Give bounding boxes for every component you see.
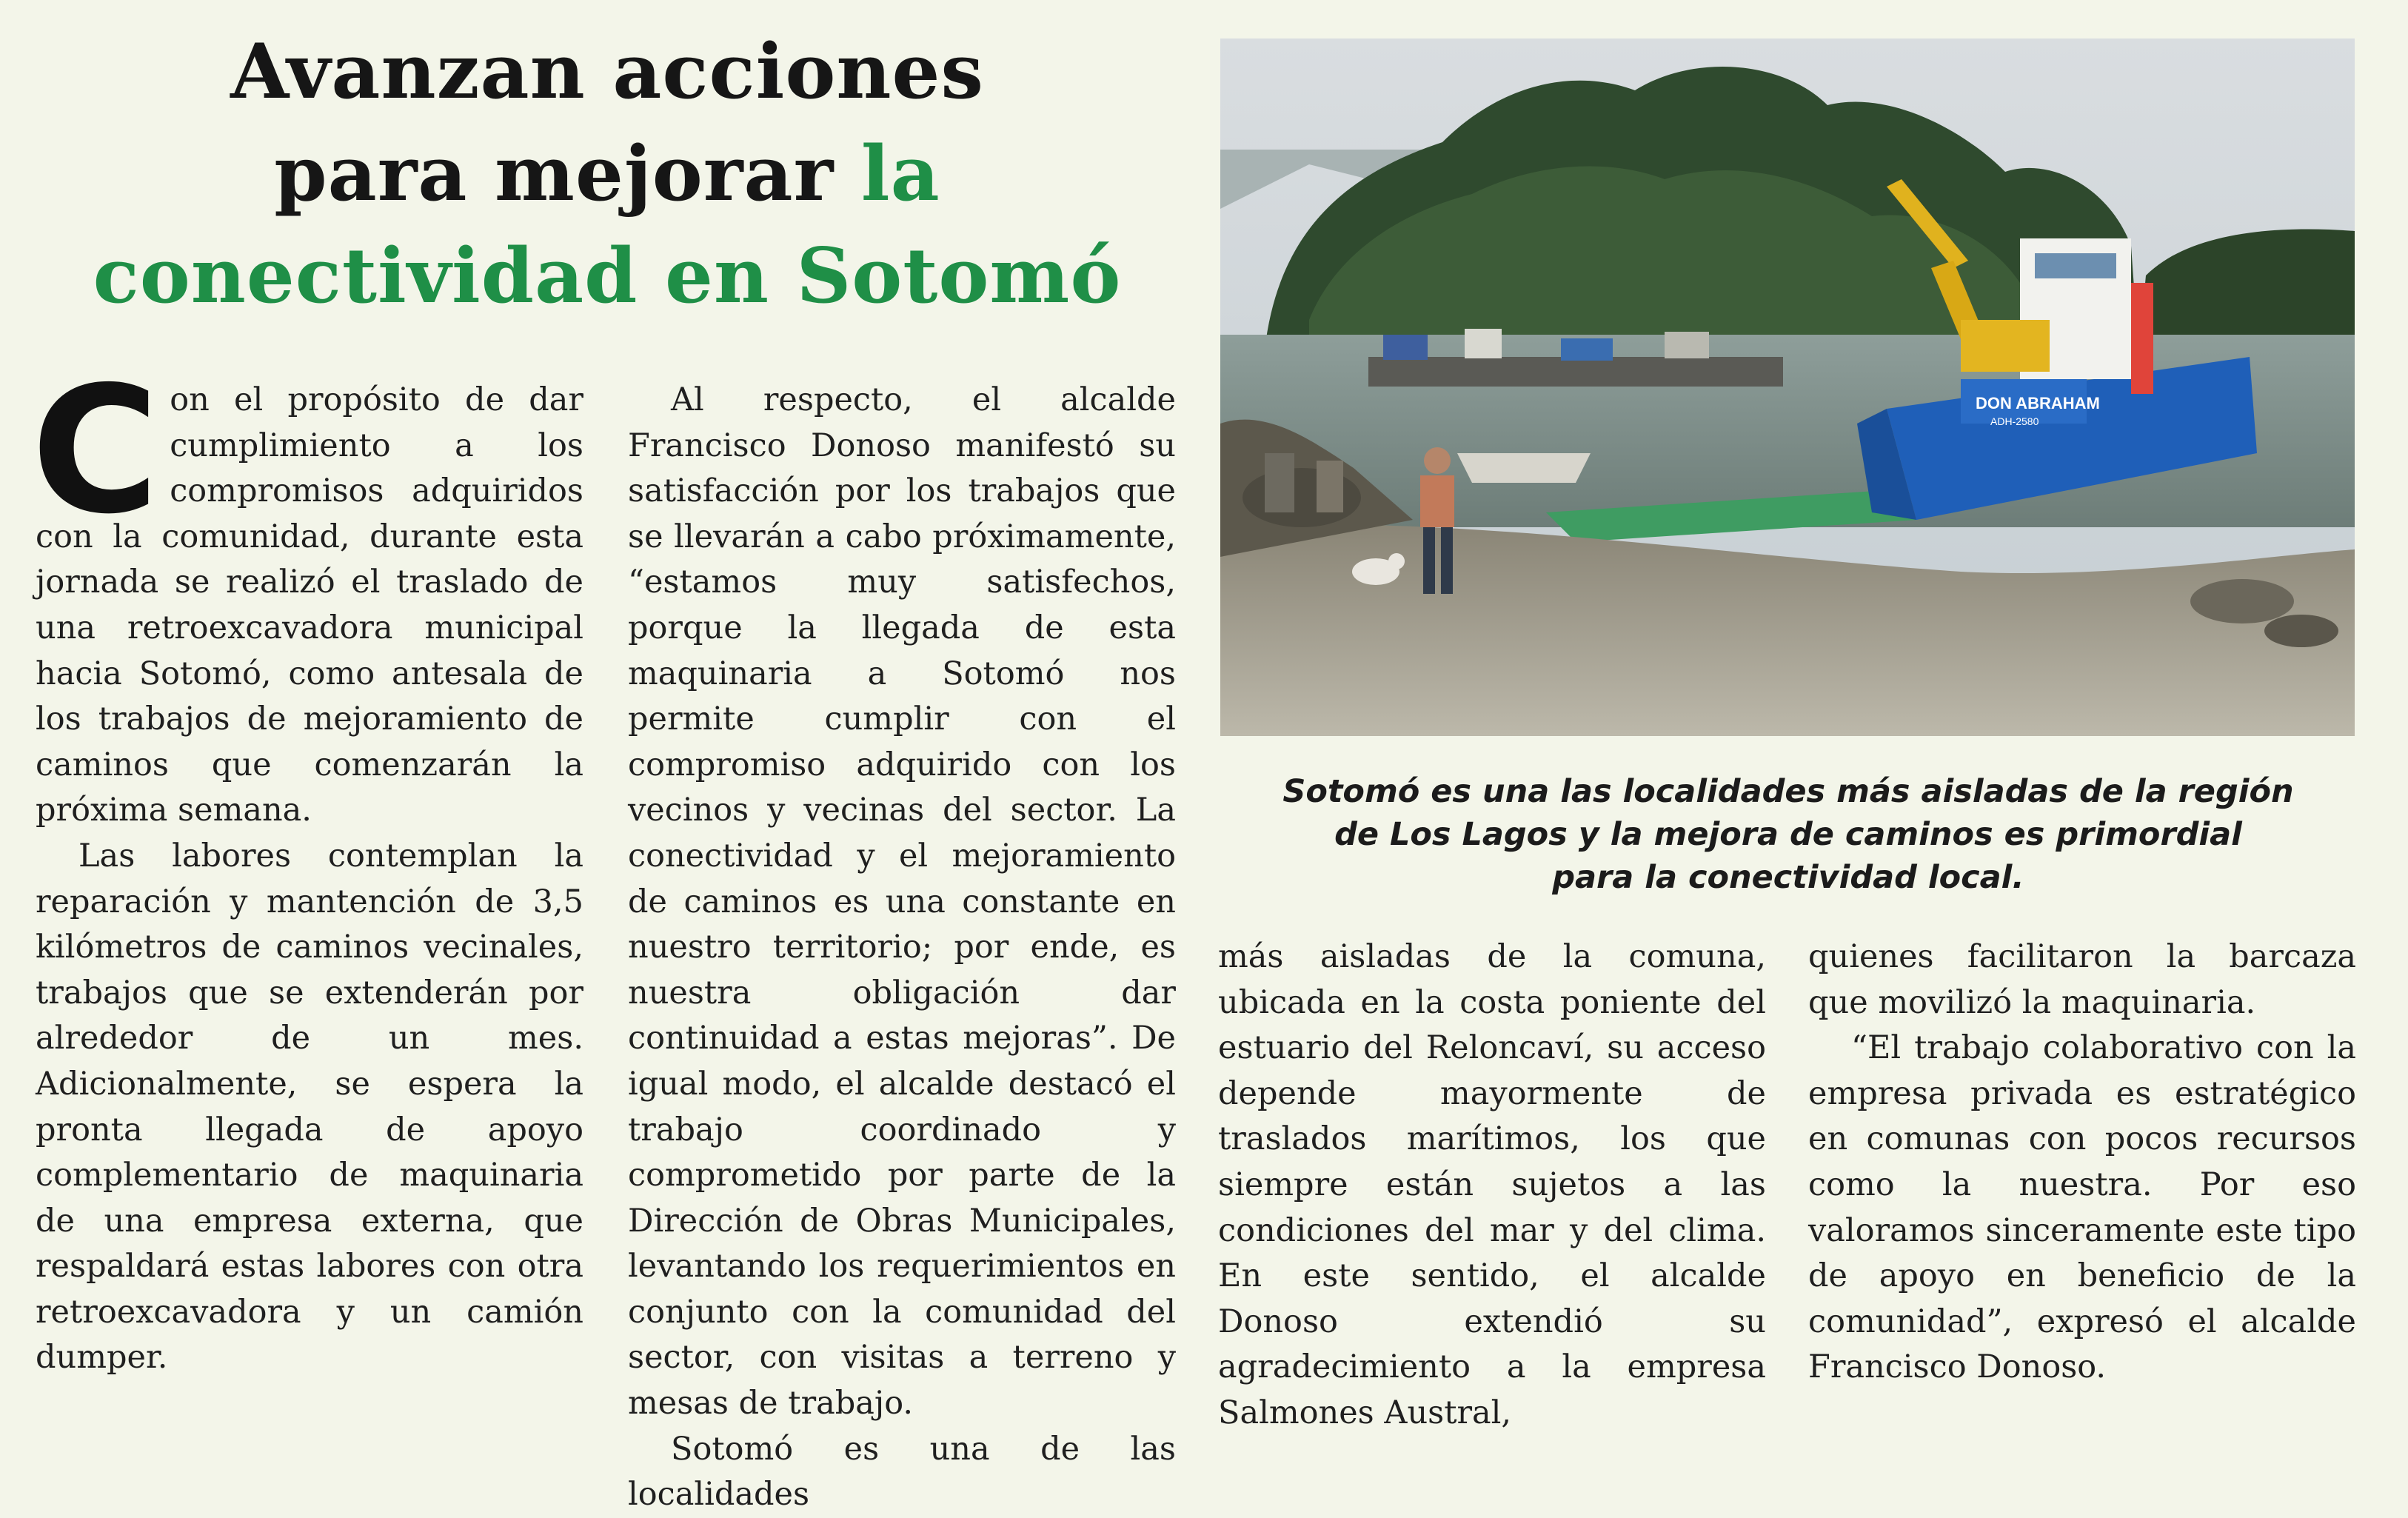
article-column-2 (628, 378, 1176, 1518)
caption-line-3: para la conectividad local. (1552, 859, 2024, 896)
article-paragraph-4-middle: más aisladas de la comuna, ubicada en la costa poniente del estuario del Reloncaví, su acceso depende mayormente de traslados marítimos, los que siempre están sujetos a las condiciones del mar y del clima. En este sentido, el alcalde Donoso extendió su agradecimiento a la empresa Salmones Austral, (1218, 938, 1766, 1431)
headline-line-3: conectividad en Sotomó (93, 232, 1122, 321)
article-paragraph-1-text: on el propósito de dar cumplimiento a los compromisos adquiridos con la comunidad, durante esta jornada se realizó el traslado de una retroexcavadora municipal hacia Sotomó, como antesala de los trabajos de mejoramiento de caminos que comenzarán la próxima semana. (36, 381, 583, 829)
photo-illustration (1220, 39, 2355, 736)
article-paragraph-4-start: Sotomó es una de las localidades (628, 1430, 1176, 1514)
article-paragraph-4-end: quienes facilitaron la barcaza que movilizó la maquinaria. (1808, 938, 2356, 1021)
headline-line-1: Avanzan acciones (230, 27, 984, 116)
boat-name-text: DON ABRAHAM (1976, 394, 2100, 412)
headline-line-2 (30, 123, 1185, 225)
article-paragraph-5: “El trabajo colaborativo con la empresa privada es estratégico en comunas con pocos recursos como la nuestra. Por eso valoramos sinceramente este tipo de apoyo en beneficio de la comunidad”, expresó el alcalde Francisco Donoso. (1808, 1029, 2356, 1386)
headline-line-2-black: para mejorar (274, 130, 861, 218)
article-paragraph-1 (31, 349, 583, 834)
article-column-3 (1218, 934, 1766, 1437)
headline-line-2-green: la (860, 130, 940, 218)
caption-line-2: de Los Lagos y la mejora de caminos es primordial (1334, 816, 2242, 853)
article-paragraph-2: Las labores contemplan la reparación y mantención de 3,5 kilómetros de caminos vecinales, trabajos que se extenderán por alrededor de un mes. Adicionalmente, se espera la pronta llegada de apoyo complementario de maquinaria de una empresa externa, que respaldará estas labores con otra retroexcavadora y un camión dumper. (36, 837, 583, 1377)
boat-registration-text: ADH-2580 (1990, 415, 2039, 427)
headline (30, 21, 1185, 327)
caption-line-1: Sotomó es una las localidades más aisladas de la región (1282, 773, 2294, 810)
article-photo-barge (1220, 39, 2355, 736)
drop-cap: C (31, 349, 160, 552)
photo-caption (1229, 770, 2347, 899)
article-column-4 (1808, 934, 2356, 1391)
article-column-1 (31, 349, 583, 1381)
article-paragraph-3: Al respecto, el alcalde Francisco Donoso manifestó su satisfacción por los trabajos que se llevarán a cabo próximamente, “estamos muy satisfechos, porque la llegada de esta maquinaria a Sotomó nos permite cumplir con el compromiso adquirido con los vecinos y vecinas del sector. La conectividad y el mejoramiento de caminos es una constante en nuestro territorio; por ende, es nuestra obligación dar continuidad a estas mejoras”. De igual modo, el alcalde destacó el trabajo coordinado y comprometido por parte de la Dirección de Obras Municipales, levantando los requerimientos en conjunto con la comunidad del sector, con visitas a terreno y mesas de trabajo. (628, 381, 1176, 1422)
